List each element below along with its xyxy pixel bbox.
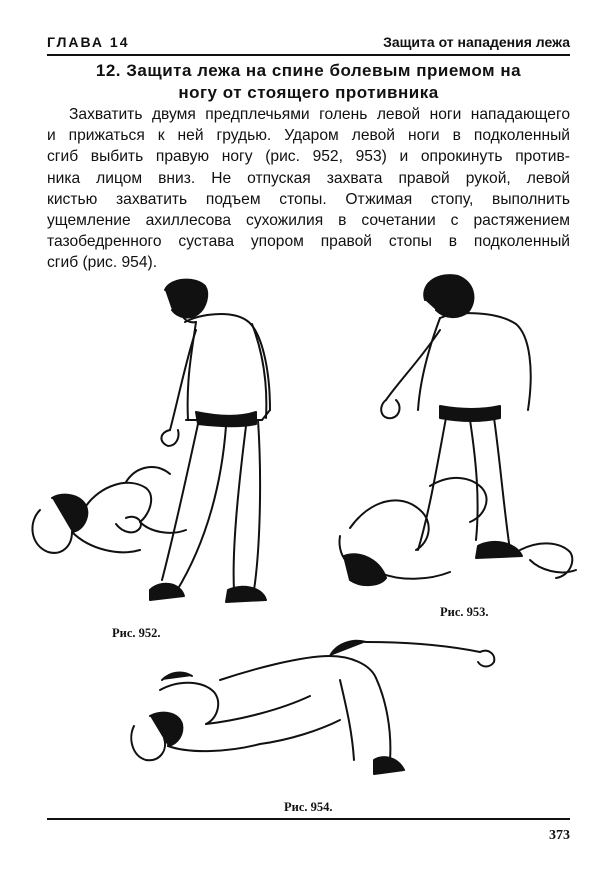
figure-953-caption: Рис. 953. — [440, 605, 489, 619]
figure-952-drawing — [32, 280, 270, 602]
figure-953-drawing — [339, 275, 576, 585]
page-number: 373 — [549, 828, 570, 843]
chapter-label: ГЛАВА 14 — [47, 34, 130, 50]
figure-952-caption: Рис. 952. — [112, 626, 161, 640]
figure-954-caption: Рис. 954. — [284, 800, 333, 814]
footer-divider — [47, 818, 570, 820]
body-line-7: тазобедренного сустава упором правой стопы в подколенный — [47, 233, 570, 251]
running-header — [47, 34, 570, 50]
body-line-2: и прижаться к ней грудью. Ударом левой ноги в подколенный — [47, 127, 570, 145]
section-title — [47, 60, 570, 104]
body-line-8: сгиб (рис. 954). — [47, 254, 158, 272]
body-line-5: кистью захватить подъем стопы. Отжимая стопу, выполнить — [47, 190, 570, 208]
header-divider — [47, 54, 570, 56]
section-title-line-1: 12. Защита лежа на спине болевым приемом на — [95, 61, 522, 80]
figure-954-drawing — [131, 641, 494, 774]
body-line-4: ника лицом вниз. Не отпуская захвата правой рукой, левой — [47, 169, 570, 187]
body-line-1: Захватить двумя предплечьями голень левой ноги нападающего — [69, 106, 570, 123]
body-line-3: сгиб выбить правую ногу (рис. 952, 953) и опрокинуть против- — [47, 148, 570, 166]
body-paragraph — [47, 104, 570, 274]
section-label: Защита от нападения лежа — [383, 34, 570, 50]
illustrations-svg — [0, 260, 600, 820]
body-line-6: ущемление ахиллесова сухожилия в сочетании с растяжением — [47, 212, 570, 230]
illustrations — [0, 260, 600, 820]
section-title-line-2: ногу от стоящего противника — [178, 83, 439, 102]
